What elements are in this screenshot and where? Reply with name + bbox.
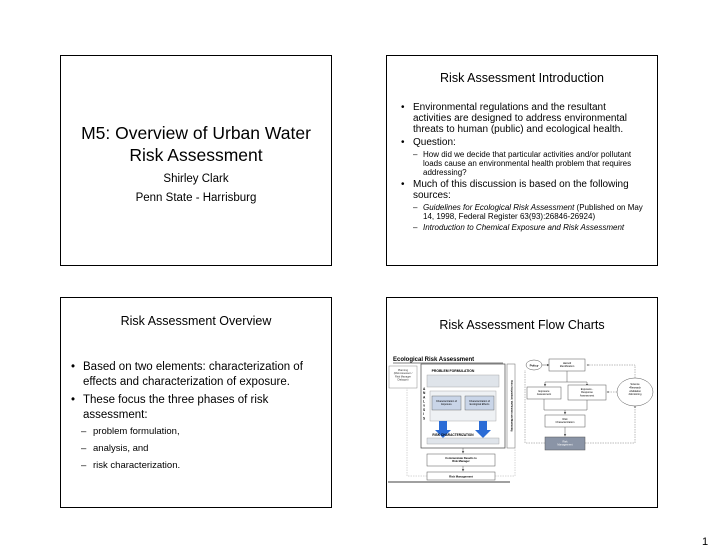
flow-charts-figure — [387, 298, 657, 507]
policy-label: Policy — [529, 363, 539, 368]
risk-char-label: RISK CHARACTERIZATION — [432, 433, 474, 437]
analysis-letters: A N A L Y S IS — [423, 387, 426, 421]
sub-bullet: – analysis, and — [71, 443, 323, 454]
hazard-id-label: Hazard Identification — [559, 362, 575, 369]
slide-3 — [60, 297, 332, 508]
connector — [525, 370, 545, 443]
title-line-1: M5: Overview of Urban Water — [81, 123, 311, 143]
source-details: (Published on May 14, 1998, Federal Register 63(93):26846-26924) — [423, 203, 643, 221]
feedback-line — [495, 448, 515, 476]
char-exposure-label: Characterization of Exposure — [436, 400, 457, 406]
slide-2-title: Risk Assessment Introduction — [440, 71, 604, 85]
bullet: • Based on two elements: characterization of effects and characterization of exposure. — [71, 360, 323, 390]
side-bar-label: Data Acquisition; Verification and Monitoring — [510, 380, 513, 432]
slide-4 — [386, 297, 658, 508]
sub-bullet — [401, 223, 647, 232]
slide-4-title: Risk Assessment Flow Charts — [439, 318, 605, 332]
slide-2 — [386, 55, 658, 266]
source-title: Introduction to Chemical Exposure and Risk Assessment — [423, 223, 625, 232]
risk-management-label: Risk Management — [449, 474, 473, 479]
title-line-2: Risk Assessment — [129, 145, 263, 165]
connector — [587, 365, 635, 378]
slide-1-title — [61, 122, 331, 166]
sub-bullet: – risk characterization. — [71, 460, 323, 471]
planning-label: Planning (Risk Assessor / Risk Manager Dialogue) — [393, 369, 413, 382]
bullet: • These focus the three phases of risk assessment: — [71, 393, 323, 423]
problem-formulation-box — [427, 375, 499, 387]
slide-3-title: Risk Assessment Overview — [120, 314, 272, 328]
slide-1 — [60, 55, 332, 266]
exposure-assessment-label: Exposure Assessment — [536, 390, 552, 397]
bullet: • Question: — [401, 137, 647, 148]
bullet: • Environmental regulations and the resultant activities are designed to address environmental threats to human (public) and ecological health. — [401, 102, 647, 135]
source-title: Guidelines for Ecological Risk Assessment — [423, 203, 575, 212]
risk-characterization-label: Risk Characterization — [555, 418, 575, 425]
sub-bullet — [401, 203, 647, 221]
author-affiliation: Penn State - Harrisburg — [135, 192, 257, 204]
char-effects-label: Characterization of Ecological Effects — [469, 400, 490, 406]
connector — [585, 406, 635, 443]
risk-char-box — [427, 438, 499, 444]
sub-bullet: – How did we decide that particular activities and/or pollutant loads cause an environmental health problem that requires addressing? — [401, 150, 647, 177]
slide-2-bullets — [401, 102, 647, 234]
sub-bullet: – problem formulation, — [71, 426, 323, 437]
slide-3-bullets — [71, 360, 323, 477]
author-name: Shirley Clark — [163, 173, 229, 185]
problem-formulation-label: PROBLEM FORMULATION — [431, 369, 475, 373]
science-label: Science •Research •Validation •Monitoring — [628, 383, 642, 397]
page-number: 1 — [702, 536, 709, 548]
era-title: Ecological Risk Assessment — [393, 357, 475, 363]
bullet: • Much of this discussion is based on the following sources: — [401, 179, 647, 201]
exposure-response-label: Exposure -Response Assessment — [579, 388, 595, 398]
communicate-label: Communicate Results to Risk Manager — [445, 457, 477, 464]
risk-mgmt-node-label: Risk Management — [557, 440, 573, 447]
